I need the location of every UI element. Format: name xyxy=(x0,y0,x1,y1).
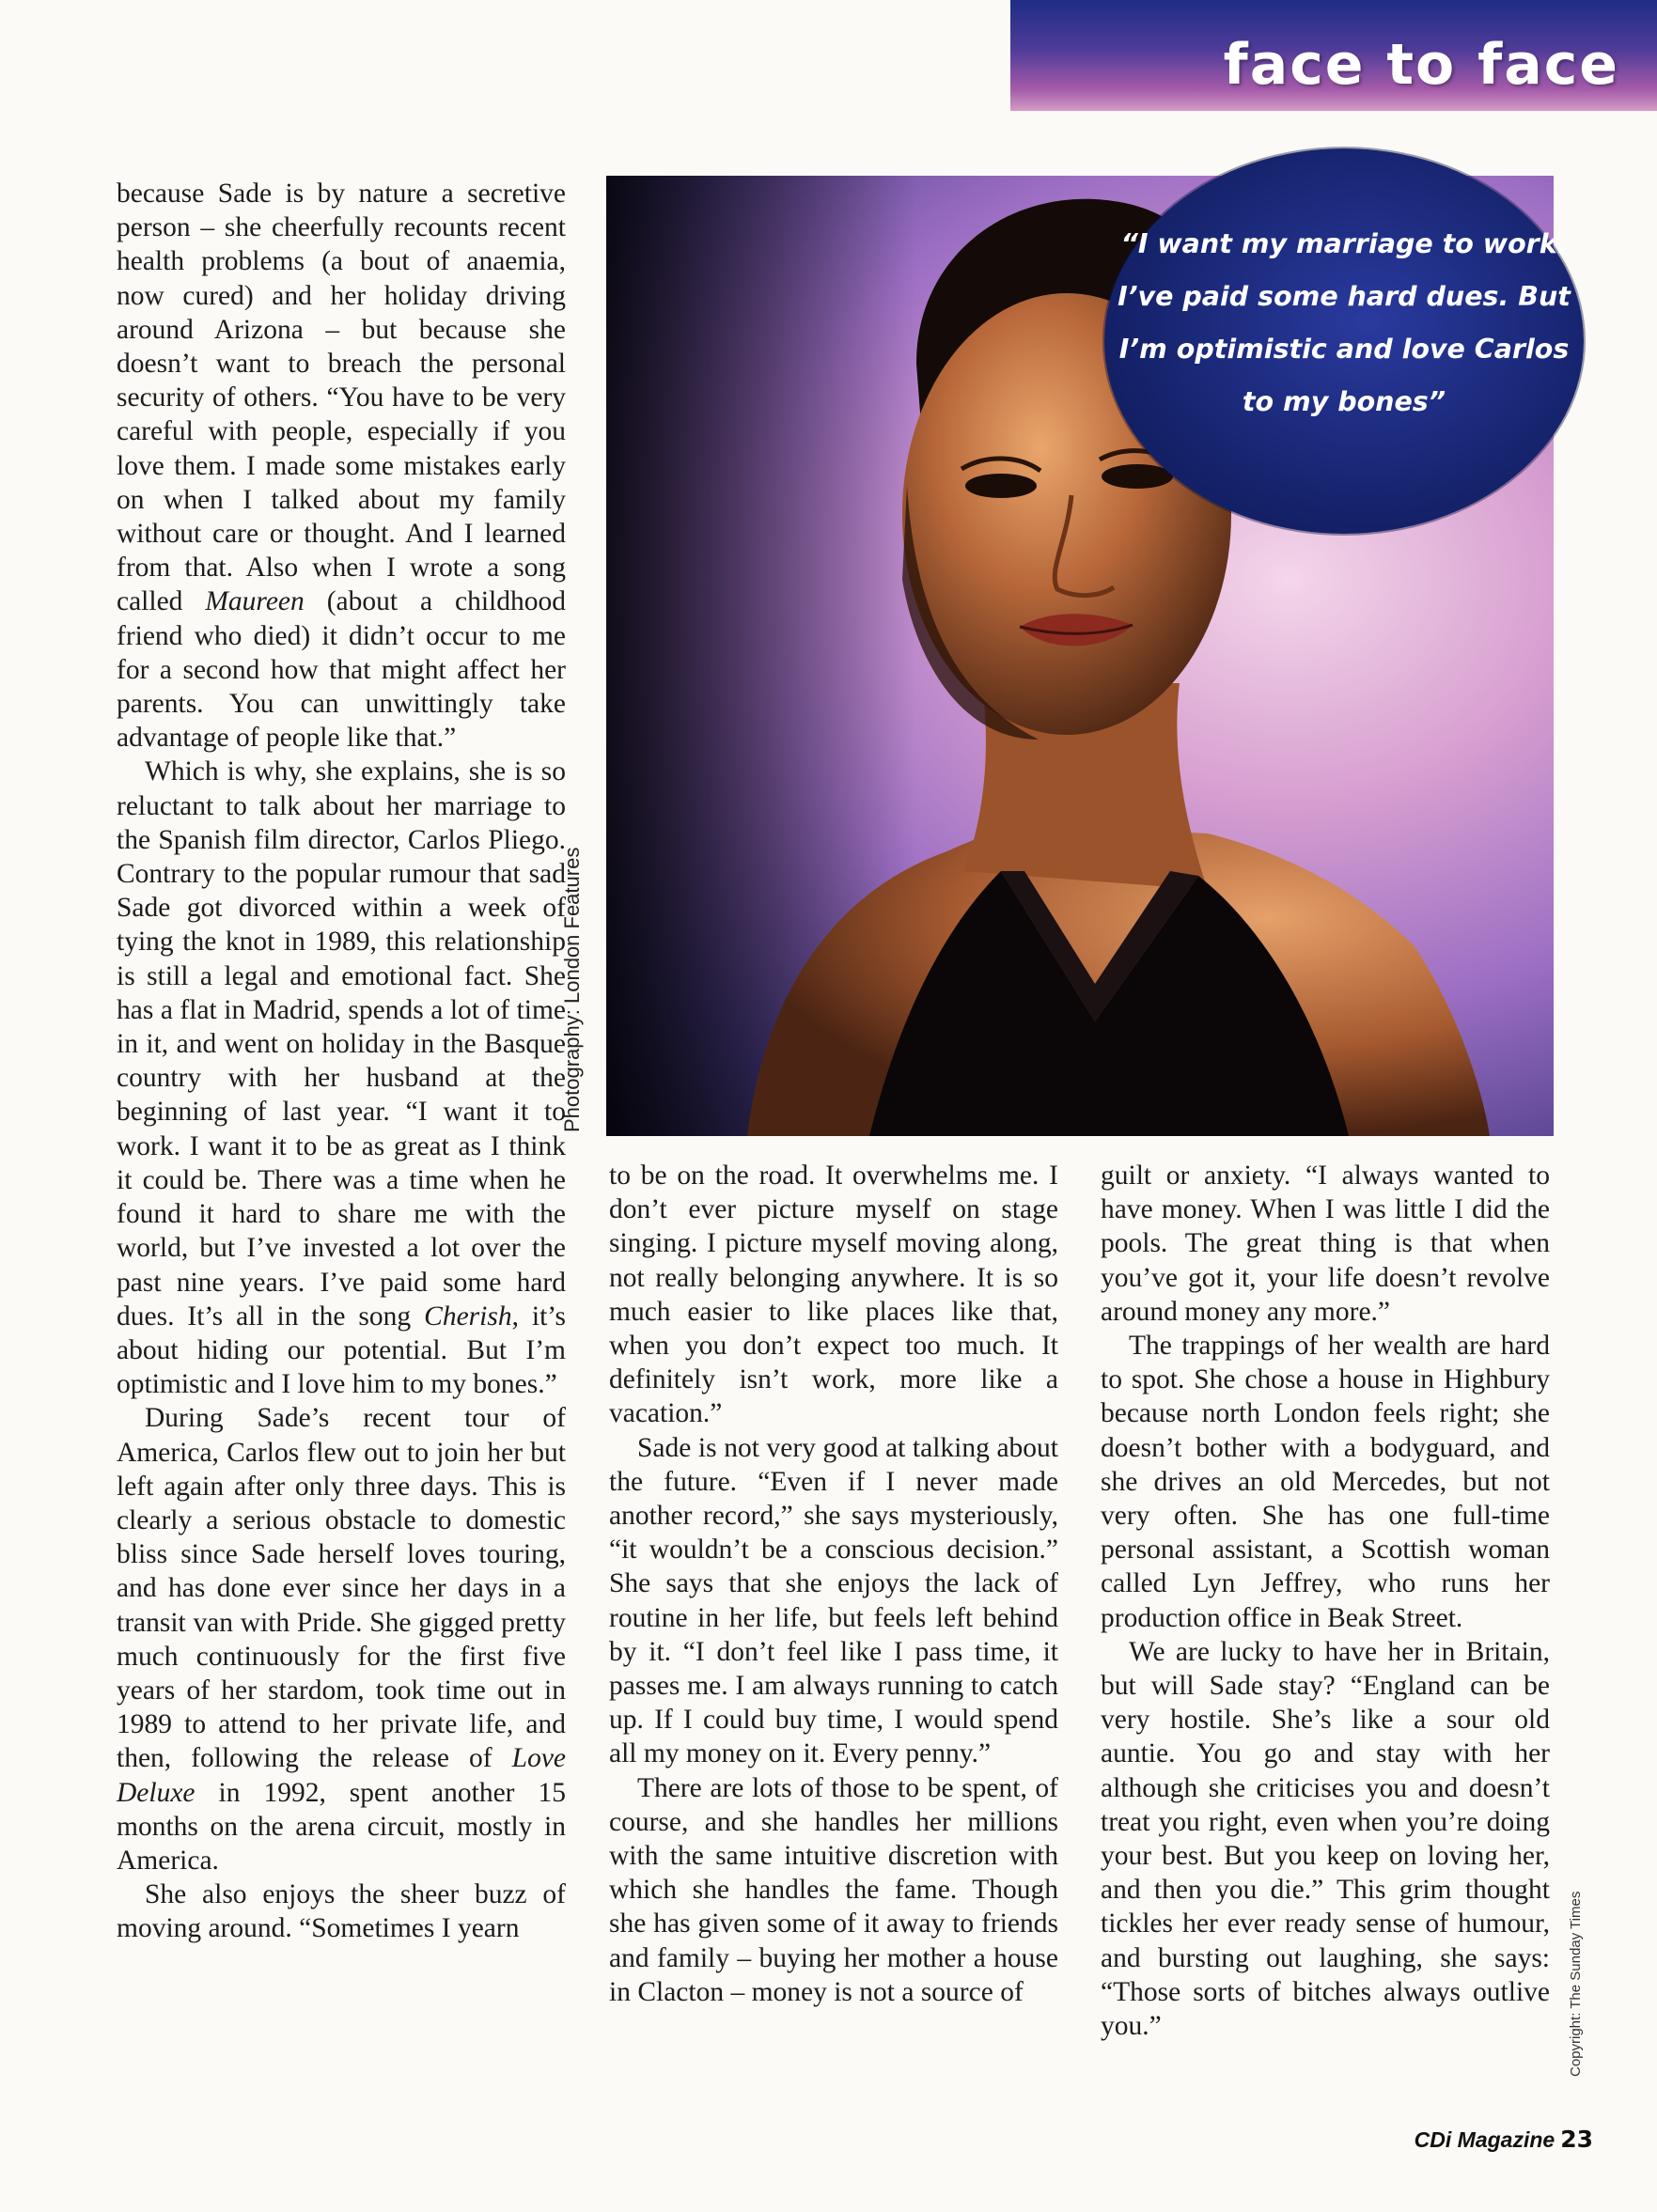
paragraph: Which is why, she explains, she is so reluctant to talk about her marriage to the Spanish film director, Carlos Pliego. Contrary to the popular rumour that sad Sade got divorced within a week of tying the knot in 1989, this relationship is still a legal and emotional fact. She has a flat in Madrid, spends a lot of time in it, and went on holiday in the Basque country with her husband at the beginning of last year. “I want it to work. I want it to be as great as I think it could be. There was a time when he found it hard to share me with the world, but I’ve invested a lot over the past nine years. I’ve paid some hard dues. It’s all in the song Cherish, it’s about hiding our potential. But I’m optimistic and I love him to my bones.” xyxy=(117,756,566,1400)
paragraph: The trappings of her wealth are hard to spot. She chose a house in Highbury because north London feels right; she doesn’t bother with a bodyguard, and she drives an old Mercedes, but not very often. She has one full-time personal assistant, a Scottish woman called Lyn Jeffrey, who runs her production office in Beak Street. xyxy=(1101,1331,1550,1633)
text-column-1 xyxy=(117,177,566,1946)
paragraph: to be on the road. It overwhelms me. I don’t ever picture myself on stage singing. I picture myself moving along, not really belonging anywhere. It is so much easier to like places like that, when you don’t expect too much. It definitely isn’t work, more like a vacation.” xyxy=(609,1161,1058,1429)
paragraph: guilt or anxiety. “I always wanted to have money. When I was little I did the pools. The great thing is that when you’ve got it, your life doesn’t revolve around money any more.” xyxy=(1101,1161,1550,1327)
paragraph: During Sade’s recent tour of America, Carlos flew out to join her but left again after only three days. This is clearly a serious obstacle to domestic bliss since Sade herself loves touring, and has done ever since her days in a transit van with Pride. She gigged pretty much continuously for the first five years of her stardom, took time out in 1989 to attend to her private life, and then, following the release of Love Deluxe in 1992, spent another 15 months on the arena circuit, mostly in America. xyxy=(117,1403,566,1876)
magazine-name: CDi Magazine xyxy=(1414,2127,1555,2152)
photo-credit: Photography: London Features xyxy=(560,847,584,1132)
paragraph: Sade is not very good at talking about the future. “Even if I never made another record,” she says mysteriously, “it wouldn’t be a conscious decision.” She says that she enjoys the lack of routine in her life, but feels left behind by it. “I don’t feel like I pass time, it passes me. I am always running to catch up. If I could buy time, I would spend all my money on it. Every penny.” xyxy=(609,1432,1058,1769)
text-column-3 xyxy=(1101,1159,1550,2043)
pull-quote: “I want my marriage to work. I’ve paid some hard dues. But I’m optimistic and love Carlos to my bones” xyxy=(1118,228,1571,417)
page-footer xyxy=(1415,2126,1593,2153)
page-number: 23 xyxy=(1560,2126,1593,2153)
paragraph: We are lucky to have her in Britain, but will Sade stay? “England can be very hostile. She’s like a sour old auntie. You go and stay with her although she criticises you and doesn’t treat you right, even when you’re doing your best. But you keep on loving her, and then you die.” This grim thought tickles her ever ready sense of humour, and bursting out laughing, she says: “Those sorts of bitches always outlive you.” xyxy=(1101,1636,1550,2042)
header-banner xyxy=(1010,0,1657,111)
section-title: face to face xyxy=(1223,32,1619,98)
paragraph: There are lots of those to be spent, of course, and she handles her millions with the same intuitive discretion with which she handles the fame. Though she has given some of it away to friends and family – buying her mother a house in Clacton – money is not a source of xyxy=(609,1772,1058,2007)
text-column-2 xyxy=(609,1159,1058,2009)
paragraph: because Sade is by nature a secretive person – she cheerfully recounts recent health problems (a bout of anaemia, now cured) and her holiday driving around Arizona – but because she doesn’t want to breach the personal security of others. “You have to be very careful with people, especially if you love them. I made some mistakes early on when I talked about my family without care or thought. And I learned from that. Also when I wrote a song called Maureen (about a childhood friend who died) it didn’t occur to me for a second how that might affect her parents. You can unwittingly take advantage of people like that.” xyxy=(117,179,566,754)
copyright-note: Copyright: The Sunday Times xyxy=(1568,1891,1584,2077)
paragraph: She also enjoys the sheer buzz of moving around. “Sometimes I yearn xyxy=(117,1879,566,1944)
